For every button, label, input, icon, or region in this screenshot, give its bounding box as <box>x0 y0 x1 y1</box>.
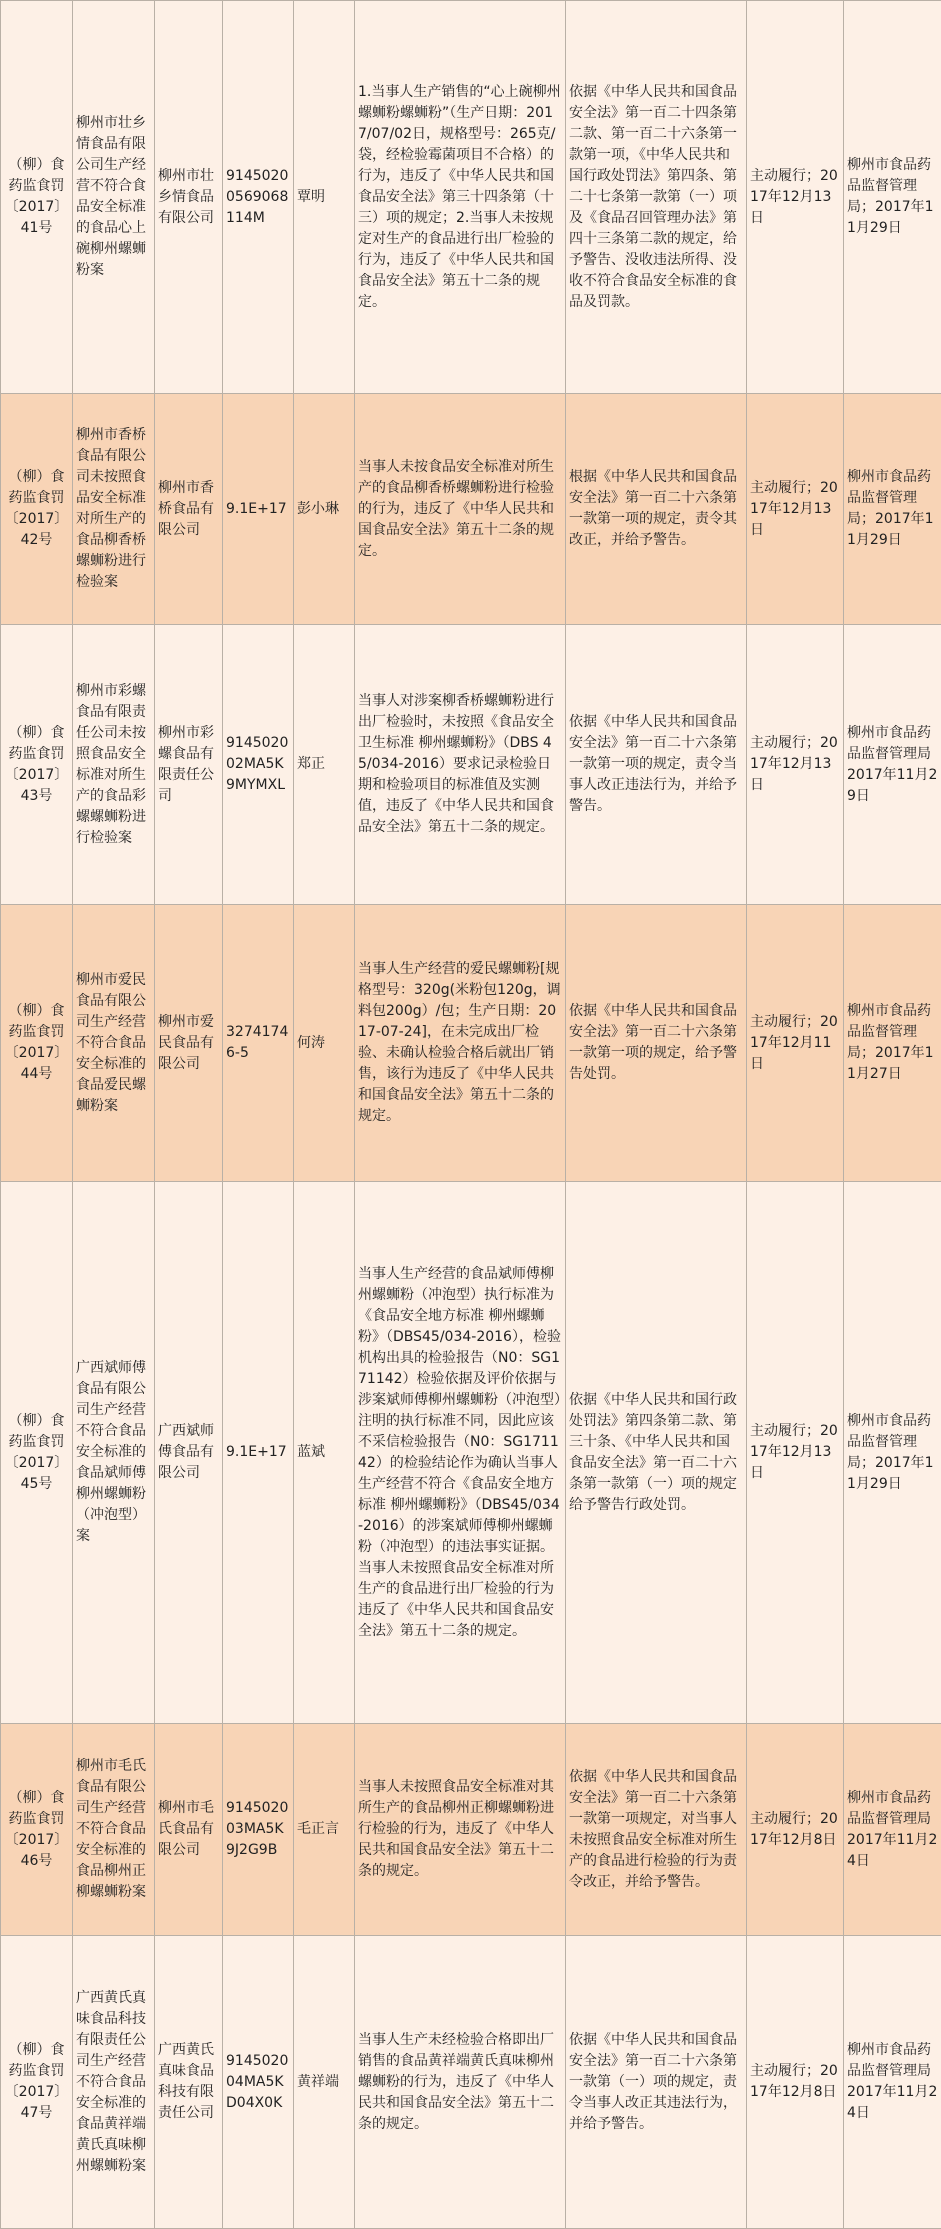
execution-result-cell: 主动履行；2017年12月13日 <box>747 1 844 394</box>
execution-result-cell: 主动履行；2017年12月13日 <box>747 394 844 625</box>
penalty-basis-cell: 依据《中华人民共和国食品安全法》第一百二十六条第一款第一项的规定，责令当事人改正违法行为，并给予警告。 <box>566 625 747 905</box>
penalty-table-body <box>1 1 941 2229</box>
authority-date-cell: 柳州市食品药品监督管理局；2017年11月29日 <box>844 394 941 625</box>
penalty-basis-cell: 依据《中华人民共和国食品安全法》第一百二十六条第一款第（一）项的规定，责令当事人改正其违法行为，并给予警告。 <box>566 1936 747 2229</box>
authority-date-cell: 柳州市食品药品监督管理局；2017年11月29日 <box>844 1182 941 1724</box>
violation-facts-cell: 当事人未按照食品安全标准对其所生产的食品柳州正柳螺蛳粉进行检验的行为，违反了《中华人民共和国食品安全法》第五十二条的规定。 <box>355 1724 566 1936</box>
legal-representative-cell: 郑正 <box>294 625 355 905</box>
case-name-cell: 广西黄氏真味食品科技有限责任公司生产经营不符合食品安全标准的食品黄祥端黄氏真味柳州螺蛳粉案 <box>73 1936 155 2229</box>
penalty-basis-cell: 依据《中华人民共和国食品安全法》第一百二十四条第二款、第一百二十六条第一款第一项，《中华人民共和国行政处罚法》第四条、第二十七条第一款第（一）项及《食品召回管理办法》第四十三条第二款的规定，给予警告、没收违法所得、没收不符合食品安全标准的食品及罚款。 <box>566 1 747 394</box>
credit-code-cell: 914502004MA5KD04X0K <box>223 1936 294 2229</box>
execution-result-cell: 主动履行；2017年12月8日 <box>747 1936 844 2229</box>
table-row <box>1 1936 941 2229</box>
violation-facts-cell: 当事人未按食品安全标准对所生产的食品柳香桥螺蛳粉进行检验的行为，违反了《中华人民共和国食品安全法》第五十二条的规定。 <box>355 394 566 625</box>
case-name-cell: 柳州市毛氏食品有限公司生产经营不符合食品安全标准的食品柳州正柳螺蛳粉案 <box>73 1724 155 1936</box>
party-name-cell: 广西黄氏真味食品科技有限责任公司 <box>155 1936 223 2229</box>
credit-code-cell: 9.1E+17 <box>223 1182 294 1724</box>
credit-code-cell: 9.1E+17 <box>223 394 294 625</box>
authority-date-cell: 柳州市食品药品监督管理局2017年11月24日 <box>844 1936 941 2229</box>
case-number-cell: （柳）食药监食罚〔2017〕42号 <box>1 394 73 625</box>
case-name-cell: 柳州市香桥食品有限公司未按照食品安全标准对所生产的食品柳香桥螺蛳粉进行检验案 <box>73 394 155 625</box>
party-name-cell: 柳州市彩螺食品有限责任公司 <box>155 625 223 905</box>
credit-code-cell: 914502002MA5K9MYMXL <box>223 625 294 905</box>
credit-code-cell: 91450200569068114M <box>223 1 294 394</box>
party-name-cell: 广西斌师傅食品有限公司 <box>155 1182 223 1724</box>
legal-representative-cell: 毛正言 <box>294 1724 355 1936</box>
case-number-cell: （柳）食药监食罚〔2017〕41号 <box>1 1 73 394</box>
credit-code-cell: 32741746-5 <box>223 905 294 1182</box>
legal-representative-cell: 何涛 <box>294 905 355 1182</box>
party-name-cell: 柳州市壮乡情食品有限公司 <box>155 1 223 394</box>
authority-date-cell: 柳州市食品药品监督管理局2017年11月24日 <box>844 1724 941 1936</box>
violation-facts-cell: 当事人生产经营的食品斌师傅柳州螺蛳粉（冲泡型）执行标准为《食品安全地方标准 柳州螺蛳粉》（DBS45/034-2016），检验机构出具的检验报告（N0：SG171142）检验依据及评价依据与涉案斌师傅柳州螺蛳粉（冲泡型）注明的执行标准不同，因此应该不采信检验报告（N0：SG171142）的检验结论作为确认当事人生产经营不符合《食品安全地方标准 柳州螺蛳粉》（DBS45/034-2016）的涉案斌师傅柳州螺蛳粉（冲泡型）的违法事实证据。当事人未按照食品安全标准对所生产的食品进行出厂检验的行为违反了《中华人民共和国食品安全法》第五十二条的规定。 <box>355 1182 566 1724</box>
table-row <box>1 1724 941 1936</box>
execution-result-cell: 主动履行；2017年12月13日 <box>747 1182 844 1724</box>
case-number-cell: （柳）食药监食罚〔2017〕45号 <box>1 1182 73 1724</box>
case-number-cell: （柳）食药监食罚〔2017〕47号 <box>1 1936 73 2229</box>
table-row <box>1 1 941 394</box>
penalty-basis-cell: 依据《中华人民共和国食品安全法》第一百二十六条第一款第一项规定，对当事人未按照食品安全标准对所生产的食品进行检验的行为责令改正，并给予警告。 <box>566 1724 747 1936</box>
penalty-basis-cell: 依据《中华人民共和国食品安全法》第一百二十六条第一款第一项的规定，给予警告处罚。 <box>566 905 747 1182</box>
authority-date-cell: 柳州市食品药品监督管理局；2017年11月27日 <box>844 905 941 1182</box>
party-name-cell: 柳州市毛氏食品有限公司 <box>155 1724 223 1936</box>
execution-result-cell: 主动履行；2017年12月11日 <box>747 905 844 1182</box>
authority-date-cell: 柳州市食品药品监督管理局2017年11月29日 <box>844 625 941 905</box>
case-name-cell: 柳州市爱民食品有限公司生产经营不符合食品安全标准的食品爱民螺蛳粉案 <box>73 905 155 1182</box>
penalty-basis-cell: 根据《中华人民共和国食品安全法》第一百二十六条第一款第一项的规定，责令其改正，并给予警告。 <box>566 394 747 625</box>
violation-facts-cell: 当事人生产经营的爱民螺蛳粉[规格型号：320g(米粉包120g，调料包200g）/包；生产日期：2017-07-24]，在未完成出厂检验、未确认检验合格后就出厂销售，该行为违反了《中华人民共和国食品安全法》第五十二条的规定。 <box>355 905 566 1182</box>
credit-code-cell: 914502003MA5K9J2G9B <box>223 1724 294 1936</box>
table-row <box>1 905 941 1182</box>
case-name-cell: 柳州市壮乡情食品有限公司生产经营不符合食品安全标准的食品心上碗柳州螺蛳粉案 <box>73 1 155 394</box>
violation-facts-cell: 1.当事人生产销售的“心上碗柳州螺蛳粉螺蛳粉”（生产日期：2017/07/02日，规格型号：265克/袋，经检验霉菌项目不合格）的行为，违反了《中华人民共和国食品安全法》第三十四条第（十三）项的规定；2.当事人未按规定对生产的食品进行出厂检验的行为，违反了《中华人民共和国食品安全法》第五十二条的规定。 <box>355 1 566 394</box>
party-name-cell: 柳州市香桥食品有限公司 <box>155 394 223 625</box>
violation-facts-cell: 当事人对涉案柳香桥螺蛳粉进行出厂检验时，未按照《食品安全卫生标准 柳州螺蛳粉》（DBS 45/034-2016）要求记录检验日期和检验项目的标准值及实测值，违反了《中华人民共和国食品安全法》第五十二条的规定。 <box>355 625 566 905</box>
legal-representative-cell: 蓝斌 <box>294 1182 355 1724</box>
party-name-cell: 柳州市爱民食品有限公司 <box>155 905 223 1182</box>
penalty-basis-cell: 依据《中华人民共和国行政处罚法》第四条第二款、第三十条、《中华人民共和国食品安全法》第一百二十六条第一款第（一）项的规定给予警告行政处罚。 <box>566 1182 747 1724</box>
violation-facts-cell: 当事人生产未经检验合格即出厂销售的食品黄祥端黄氏真味柳州螺蛳粉的行为，违反了《中华人民共和国食品安全法》第五十二条的规定。 <box>355 1936 566 2229</box>
execution-result-cell: 主动履行；2017年12月8日 <box>747 1724 844 1936</box>
case-name-cell: 柳州市彩螺食品有限责任公司未按照食品安全标准对所生产的食品彩螺螺蛳粉进行检验案 <box>73 625 155 905</box>
legal-representative-cell: 覃明 <box>294 1 355 394</box>
table-row <box>1 625 941 905</box>
case-number-cell: （柳）食药监食罚〔2017〕43号 <box>1 625 73 905</box>
legal-representative-cell: 黄祥端 <box>294 1936 355 2229</box>
legal-representative-cell: 彭小琳 <box>294 394 355 625</box>
case-number-cell: （柳）食药监食罚〔2017〕46号 <box>1 1724 73 1936</box>
case-number-cell: （柳）食药监食罚〔2017〕44号 <box>1 905 73 1182</box>
case-name-cell: 广西斌师傅食品有限公司生产经营不符合食品安全标准的食品斌师傅柳州螺蛳粉（冲泡型）案 <box>73 1182 155 1724</box>
table-row <box>1 1182 941 1724</box>
table-row <box>1 394 941 625</box>
execution-result-cell: 主动履行；2017年12月13日 <box>747 625 844 905</box>
authority-date-cell: 柳州市食品药品监督管理局；2017年11月29日 <box>844 1 941 394</box>
